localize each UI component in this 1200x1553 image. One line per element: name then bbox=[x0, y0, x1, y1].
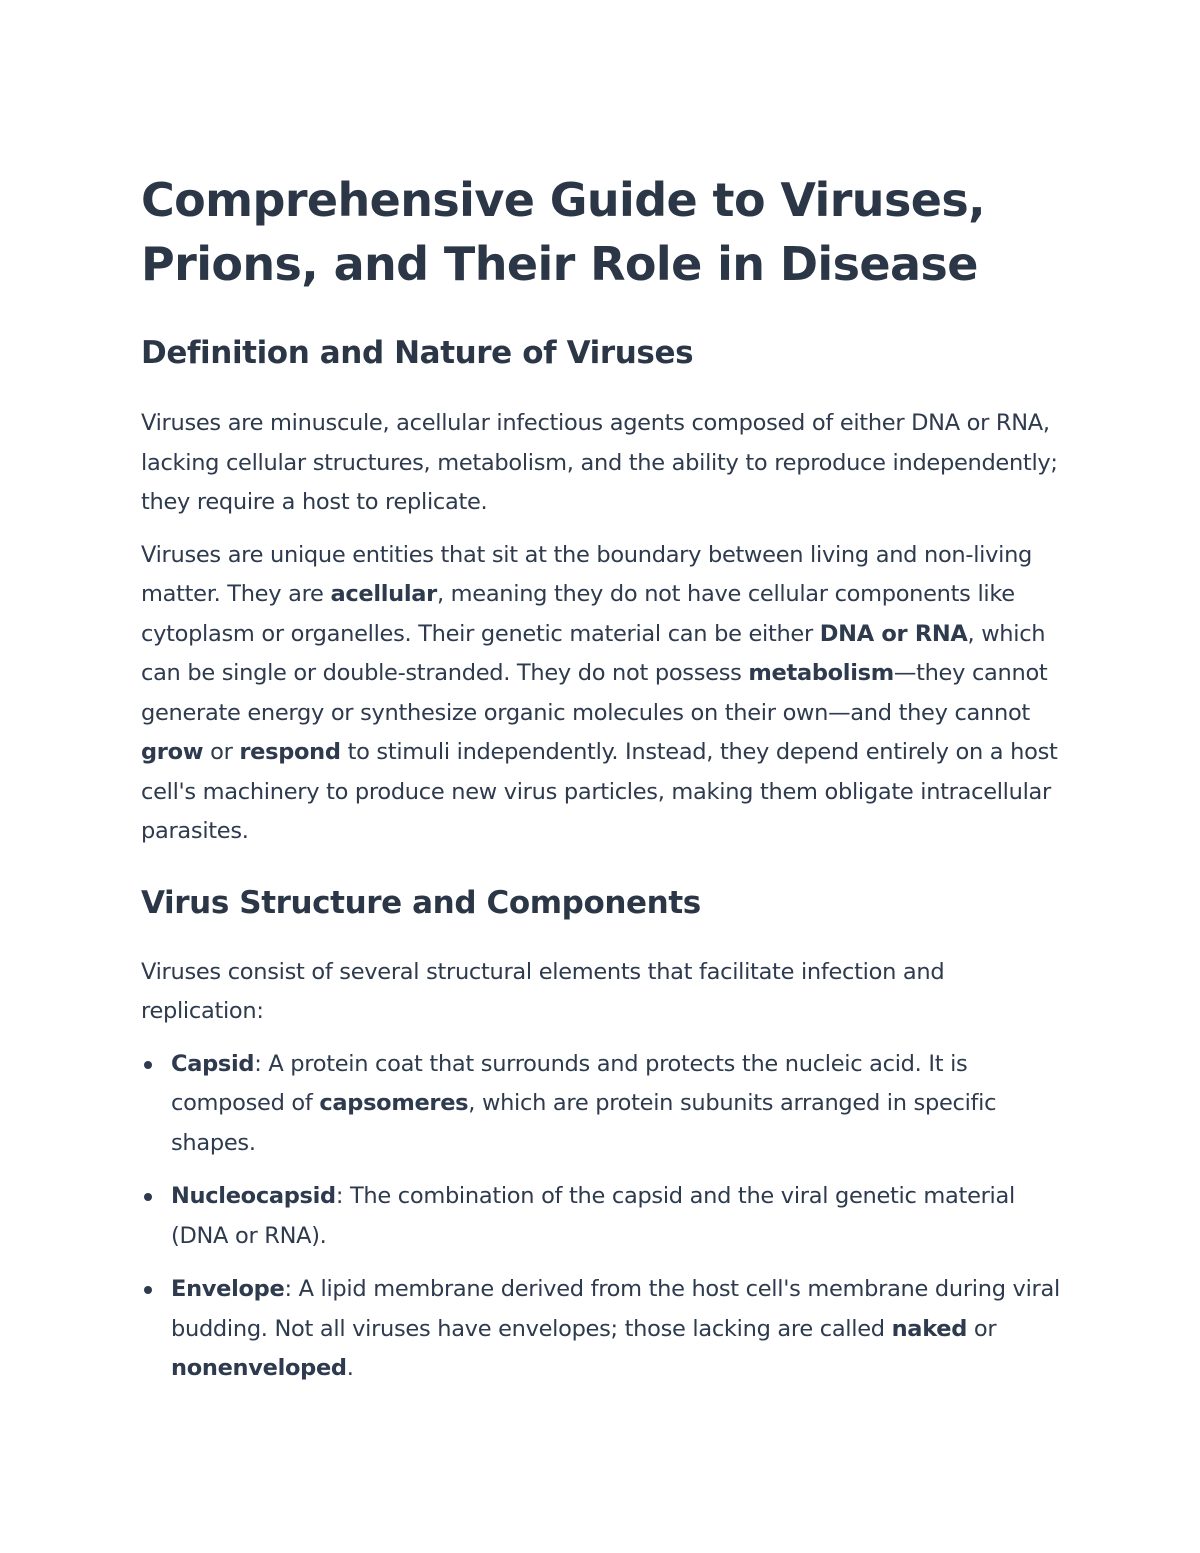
bullet-icon bbox=[144, 1061, 152, 1069]
list-item-capsid bbox=[141, 1045, 1066, 1164]
paragraph-definition-intro: Viruses are minuscule, acellular infectious agents composed of either DNA or RNA, lacking cellular structures, metabolism, and the ability to reproduce independently; they require a host to replicate. bbox=[141, 410, 1058, 515]
list-item-nucleocapsid bbox=[141, 1177, 1066, 1256]
list-item-text bbox=[171, 1177, 1066, 1256]
document-page bbox=[141, 168, 1066, 1403]
bold-capsomeres: capsomeres bbox=[319, 1090, 469, 1116]
bold-naked: naked bbox=[891, 1315, 968, 1342]
text-run: , which are protein subunits arranged in specific shapes. bbox=[171, 1090, 997, 1156]
heading-definition: Definition and Nature of Viruses bbox=[141, 335, 694, 371]
bold-respond: respond bbox=[239, 739, 341, 765]
text-run: or bbox=[203, 739, 240, 765]
text-run: : A lipid membrane derived from the host cell's membrane during viral budding. Not all viruses have envelopes; those lacking are called bbox=[171, 1276, 1060, 1342]
list-item-text bbox=[171, 1270, 1066, 1389]
text-run: Viruses are unique entities that sit at the boundary between living and non-living matter. They are bbox=[141, 541, 1033, 607]
text-run: —they cannot generate energy or synthesize organic molecules on their own—and they cannot bbox=[141, 660, 1048, 726]
bullet-icon bbox=[144, 1193, 152, 1201]
term-capsid: Capsid bbox=[171, 1050, 255, 1077]
text-run: : The combination of the capsid and the viral genetic material (DNA or RNA). bbox=[171, 1183, 1015, 1249]
list-item-text bbox=[171, 1045, 1066, 1164]
list-item-envelope bbox=[141, 1270, 1066, 1389]
paragraph-structure-intro: Viruses consist of several structural elements that facilitate infection and replication: bbox=[141, 958, 945, 1024]
text-run: . bbox=[346, 1355, 354, 1381]
paragraph-definition-body bbox=[141, 536, 1066, 852]
text-run: : A protein coat that surrounds and protects the nucleic acid. It is composed of bbox=[171, 1050, 968, 1116]
text-run: , which can be single or double-stranded. They do not possess bbox=[141, 620, 1046, 686]
structure-list bbox=[141, 1045, 1066, 1389]
heading-structure: Virus Structure and Components bbox=[141, 884, 701, 921]
text-run: to stimuli independently. Instead, they depend entirely on a host cell's machinery to produce new virus particles, making them obligate intracellular parasites. bbox=[141, 739, 1058, 844]
bold-acellular: acellular bbox=[330, 581, 437, 607]
text-run: , meaning they do not have cellular components like cytoplasm or organelles. Their genetic material can be either bbox=[141, 581, 1015, 647]
bullet-icon bbox=[144, 1286, 152, 1294]
bold-grow: grow bbox=[141, 739, 204, 765]
bold-nonenveloped: nonenveloped bbox=[171, 1355, 347, 1381]
bold-metabolism: metabolism bbox=[748, 660, 894, 686]
term-nucleocapsid: Nucleocapsid bbox=[171, 1183, 336, 1209]
text-run: or bbox=[967, 1315, 997, 1342]
bold-dna-or-rna: DNA or RNA bbox=[819, 620, 968, 647]
page-title: Comprehensive Guide to Viruses, Prions, and Their Role in Disease bbox=[141, 173, 985, 291]
term-envelope: Envelope bbox=[171, 1276, 285, 1302]
